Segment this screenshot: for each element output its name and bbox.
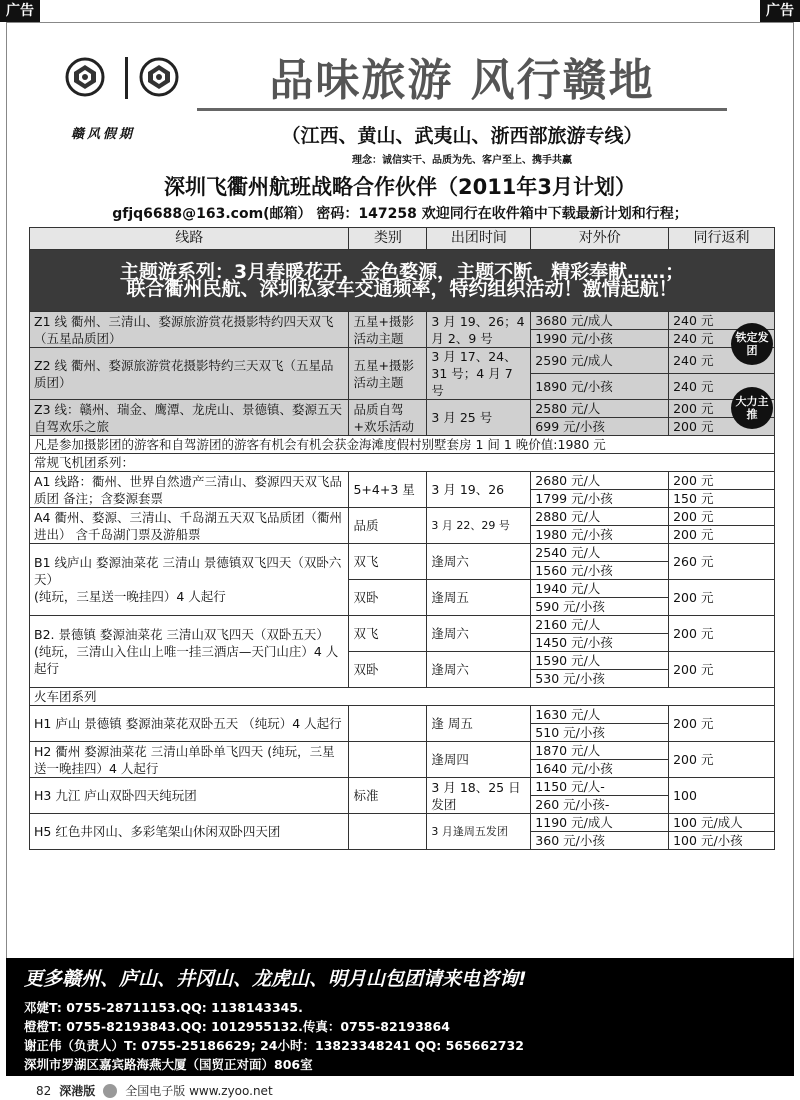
- date-cell: 3 月 19、26；4月 2、9 号: [427, 312, 531, 348]
- price-cell: 2580 元/人: [531, 400, 669, 418]
- price-cell: 1640 元/小孩: [531, 760, 669, 778]
- site-label: 全国电子版 www.zyoo.net: [125, 1084, 273, 1098]
- date-cell: 3 月 18、25 日发团: [427, 778, 531, 814]
- date-cell: 3 月逢周五发团: [427, 814, 531, 850]
- footer-title: 更多赣州、庐山、井冈山、龙虎山、明月山包团请来电咨询!: [24, 968, 527, 990]
- table-row: [30, 312, 775, 330]
- emblem-icon: [139, 57, 179, 97]
- price-cell: 1980 元/小孩: [531, 526, 669, 544]
- email-line: gfjq6688@163.com(邮箱） 密码：147258 欢迎同行在收件箱中下载最新计划和行程；: [112, 206, 688, 222]
- rebate-cell: 240 元: [669, 312, 775, 330]
- type-cell: 双卧: [349, 580, 427, 616]
- date-cell: 逢周四: [427, 742, 531, 778]
- slogan: 品味旅游 风行赣地: [197, 53, 727, 111]
- recommended-badge: 大力主推: [731, 387, 773, 429]
- ad-frame: [6, 22, 794, 1076]
- type-cell: 品质自驾+欢乐活动: [349, 400, 427, 436]
- rebate-cell: 240 元: [669, 348, 775, 374]
- price-cell: 360 元/小孩: [531, 832, 669, 850]
- type-cell: 双卧: [349, 652, 427, 688]
- price-cell: 260 元/小孩-: [531, 796, 669, 814]
- type-cell: [349, 742, 427, 778]
- date-cell: 逢周六: [427, 616, 531, 652]
- price-cell: 1799 元/小孩: [531, 490, 669, 508]
- col-type: 类别: [349, 228, 427, 250]
- route-cell: H1 庐山 景德镇 婺源油菜花双卧五天 （纯玩）4 人起行: [30, 706, 349, 742]
- edition-label: 深港版: [59, 1084, 96, 1098]
- type-cell: [349, 706, 427, 742]
- rebate-cell: 240 元: [669, 374, 775, 400]
- route-note: (纯玩，三星送一晚挂四）4 人起行: [34, 589, 226, 604]
- subheading: （江西、黄山、武夷山、浙西部旅游专线）: [281, 125, 643, 147]
- table-row: [30, 544, 775, 562]
- table-row: [30, 742, 775, 760]
- price-cell: 1590 元/人: [531, 652, 669, 670]
- contact-line: 橙橙T: 0755-82193843.QQ: 1012955132.传真：0755-82193864: [24, 1019, 450, 1034]
- date-cell: 3 月 19、26: [427, 472, 531, 508]
- route-cell: Z1 线 衢州、三清山、婺源旅游赏花摄影特约四天双飞（五星品质团）: [30, 312, 349, 348]
- price-cell: 510 元/小孩: [531, 724, 669, 742]
- rebate-cell: 200 元: [669, 616, 775, 652]
- price-cell: 1190 元/成人: [531, 814, 669, 832]
- price-cell: 2160 元/人: [531, 616, 669, 634]
- price-cell: 1990 元/小孩: [531, 330, 669, 348]
- price-cell: 530 元/小孩: [531, 670, 669, 688]
- route-title: B2. 景德镇 婺源油菜花 三清山双飞四天（双卧五天）: [34, 627, 329, 642]
- table-row: [30, 472, 775, 490]
- rebate-cell: 100 元/成人: [669, 814, 775, 832]
- route-cell: Z2 线 衢州、婺源旅游赏花摄影特约三天双飞（五星品质团）: [30, 348, 349, 400]
- banner-line: 主题游系列：3月春暖花开，金色婺源，主题不断，精彩奉献……；: [119, 260, 685, 283]
- route-cell: H2 衢州 婺源油菜花 三清山单卧单飞四天 (纯玩，三星送一晚挂四）4 人起行: [30, 742, 349, 778]
- rebate-cell: 100 元/小孩: [669, 832, 775, 850]
- rebate-cell: 200 元: [669, 508, 775, 526]
- logo-divider: [125, 57, 128, 99]
- table-header: [30, 228, 775, 250]
- logo: [57, 57, 197, 155]
- rebate-cell: 200 元: [669, 652, 775, 688]
- route-cell: H5 红色井冈山、多彩笔架山休闲双卧四天团: [30, 814, 349, 850]
- section-row: [30, 454, 775, 472]
- price-cell: 2680 元/人: [531, 472, 669, 490]
- price-cell: 699 元/小孩: [531, 418, 669, 436]
- rebate-cell: 260 元: [669, 544, 775, 580]
- price-cell: 1870 元/人: [531, 742, 669, 760]
- header: [7, 23, 793, 228]
- motto: 理念：诚信实干、品质为先、客户至上、携手共赢: [352, 155, 572, 166]
- col-rebate: 同行返利: [669, 228, 775, 250]
- table-row: [30, 508, 775, 526]
- table-row: [30, 778, 775, 796]
- section-row: [30, 688, 775, 706]
- date-cell: 3 月 17、24、31 号；4 月 7 号: [427, 348, 531, 400]
- edition-icon: [103, 1084, 117, 1098]
- rebate-cell: 200 元: [669, 742, 775, 778]
- address-line: 深圳市罗湖区嘉宾路海燕大厦（国贸正对面）806室: [24, 1057, 313, 1072]
- villa-note-row: [30, 436, 775, 454]
- col-route: 线路: [30, 228, 349, 250]
- ad-label-left: 广告: [0, 0, 40, 22]
- type-cell: 5+4+3 星: [349, 472, 427, 508]
- price-cell: 3680 元/成人: [531, 312, 669, 330]
- ad-label-right: 广告: [760, 0, 800, 22]
- col-date: 出团时间: [427, 228, 531, 250]
- price-table: [29, 227, 775, 850]
- price-cell: 1890 元/小孩: [531, 374, 669, 400]
- route-cell: Z3 线：赣州、瑞金、鹰潭、龙虎山、景德镇、婺源五天自驾欢乐之旅: [30, 400, 349, 436]
- table-row: [30, 616, 775, 634]
- section-title-train: 火车团系列: [30, 688, 775, 706]
- villa-note: 凡是参加摄影团的游客和自驾游团的游客有机会有机会获金海滩度假村别墅套房 1 间 1 晚价值:1980 元: [30, 436, 775, 454]
- route-cell: A4 衢州、婺源、三清山、千岛湖五天双飞品质团（衢州进出） 含千岛湖门票及游船票: [30, 508, 349, 544]
- price-cell: 2590 元/成人: [531, 348, 669, 374]
- date-cell: 逢 周五: [427, 706, 531, 742]
- type-cell: 品质: [349, 508, 427, 544]
- rebate-cell: 200 元: [669, 400, 775, 418]
- date-cell: 逢周六: [427, 652, 531, 688]
- rebate-cell: 200 元: [669, 418, 775, 436]
- price-cell: 1450 元/小孩: [531, 634, 669, 652]
- date-cell: 3 月 22、29 号: [427, 508, 531, 544]
- table-row: [30, 814, 775, 832]
- table-row: [30, 706, 775, 724]
- price-cell: 2880 元/人: [531, 508, 669, 526]
- price-cell: 1940 元/人: [531, 580, 669, 598]
- price-cell: 1630 元/人: [531, 706, 669, 724]
- col-price: 对外价: [531, 228, 669, 250]
- type-cell: 五星+摄影活动主题: [349, 312, 427, 348]
- type-cell: 标准: [349, 778, 427, 814]
- type-cell: 双飞: [349, 544, 427, 580]
- price-cell: 590 元/小孩: [531, 598, 669, 616]
- contact-footer: [6, 958, 794, 1076]
- emblem-icon: [65, 57, 105, 97]
- page-number: 82: [36, 1083, 52, 1098]
- rebate-cell: 100: [669, 778, 775, 814]
- guaranteed-badge: 铁定发团: [731, 323, 773, 365]
- date-cell: 逢周六: [427, 544, 531, 580]
- section-title-regular: 常规飞机团系列：: [30, 454, 775, 472]
- price-cell: 1560 元/小孩: [531, 562, 669, 580]
- date-cell: 逢周五: [427, 580, 531, 616]
- logo-name: 赣风假期: [71, 127, 136, 142]
- route-title: B1 线庐山 婺源油菜花 三清山 景德镇双飞四天（双卧六天）: [34, 555, 342, 587]
- type-cell: [349, 814, 427, 850]
- table-row: [30, 400, 775, 418]
- banner-line: 联合衢州民航、深圳私家车交通频率，特约组织活动！激情起航！: [126, 277, 678, 300]
- table-row: [30, 348, 775, 374]
- type-cell: 双飞: [349, 616, 427, 652]
- contact-line: 邓婕T: 0755-28711153.QQ: 1138143345.: [24, 1000, 303, 1015]
- route-note: (纯玩，三清山入住山上唯一挂三酒店—天门山庄）4 人起行: [34, 644, 339, 676]
- contact-line: 谢正伟（负责人）T: 0755-25186629; 24小时：13823348241 QQ: 565662732: [24, 1038, 524, 1053]
- price-cell: 1150 元/人-: [531, 778, 669, 796]
- route-cell: [30, 616, 349, 688]
- rebate-cell: 200 元: [669, 580, 775, 616]
- route-cell: [30, 544, 349, 616]
- rebate-cell: 200 元: [669, 526, 775, 544]
- page-footer: [36, 1082, 273, 1099]
- price-cell: 2540 元/人: [531, 544, 669, 562]
- rebate-cell: 150 元: [669, 490, 775, 508]
- date-cell: 3 月 25 号: [427, 400, 531, 436]
- route-cell: H3 九江 庐山双卧四天纯玩团: [30, 778, 349, 814]
- theme-banner: [30, 250, 775, 312]
- rebate-cell: 200 元: [669, 706, 775, 742]
- route-cell: A1 线路：衢州、世界自然遗产三清山、婺源四天双飞品质团 备注；含婺源套票: [30, 472, 349, 508]
- rebate-cell: 240 元: [669, 330, 775, 348]
- type-cell: 五星+摄影活动主题: [349, 348, 427, 400]
- partner-title: 深圳飞衢州航班战略合作伙伴（2011年3月计划）: [163, 175, 637, 199]
- rebate-cell: 200 元: [669, 472, 775, 490]
